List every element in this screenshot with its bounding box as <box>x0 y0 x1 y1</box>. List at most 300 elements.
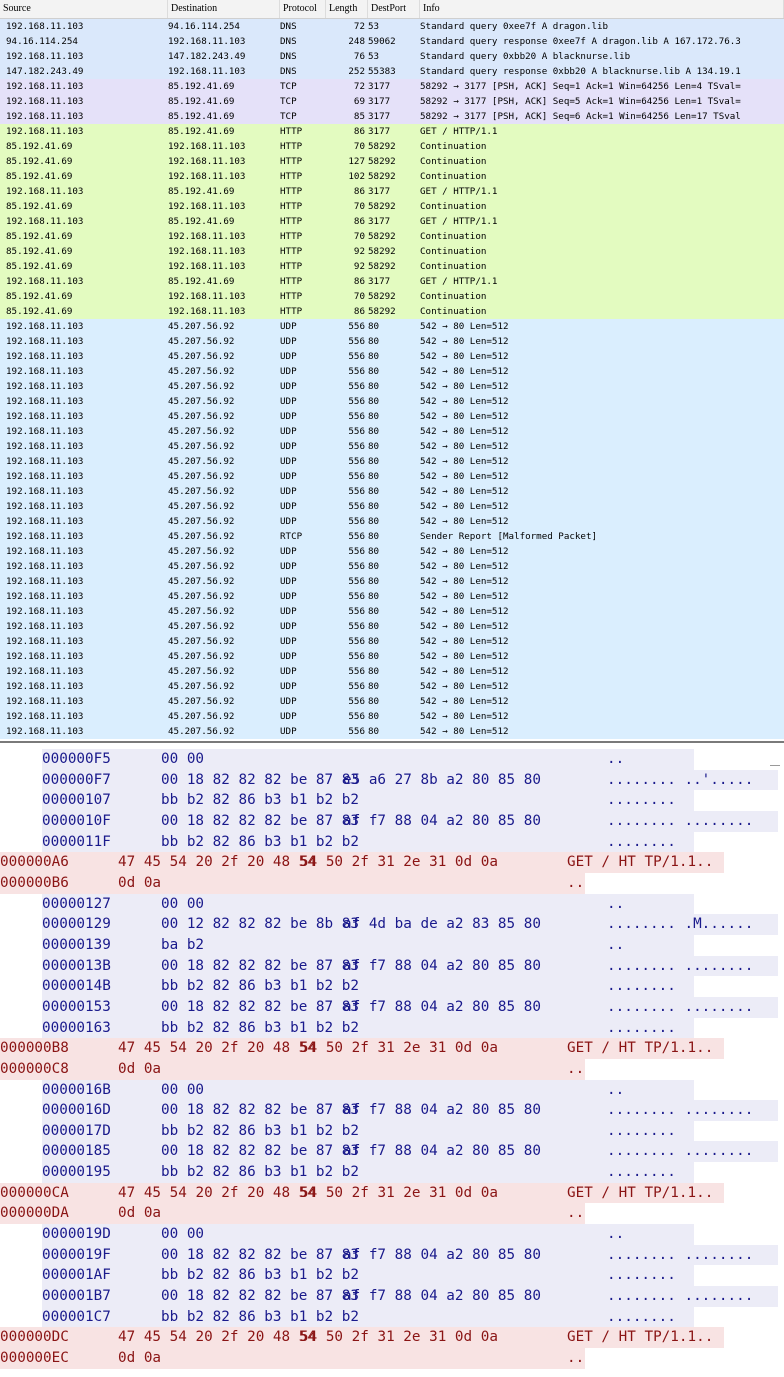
packet-source: 192.168.11.103 <box>6 531 84 542</box>
packet-destination: 45.207.56.92 <box>168 636 235 647</box>
packet-protocol: UDP <box>280 501 297 512</box>
packet-list-header <box>0 0 784 19</box>
packet-destination: 45.207.56.92 <box>168 531 235 542</box>
packet-source: 85.192.41.69 <box>6 201 73 212</box>
packet-row[interactable] <box>0 514 784 529</box>
packet-info: Continuation <box>420 246 487 257</box>
packet-row[interactable] <box>0 409 784 424</box>
packet-source: 192.168.11.103 <box>6 516 84 527</box>
hex-bytes: 47 45 54 20 2f 20 48 54 <box>118 1184 316 1201</box>
packet-row[interactable] <box>0 94 784 109</box>
packet-destination: 45.207.56.92 <box>168 456 235 467</box>
packet-protocol: UDP <box>280 486 297 497</box>
hex-ascii: ........ ........ <box>607 1143 754 1160</box>
packet-destport: 80 <box>368 516 380 527</box>
packet-source: 192.168.11.103 <box>6 606 84 617</box>
packet-row[interactable] <box>0 394 784 409</box>
packet-length: 102 <box>348 171 365 182</box>
packet-protocol: UDP <box>280 726 297 737</box>
hex-bytes: 00 18 82 82 82 be 87 83 <box>161 957 359 974</box>
packet-source: 192.168.11.103 <box>6 696 84 707</box>
follow-stream-hex-view <box>0 749 784 1369</box>
packet-protocol: UDP <box>280 681 297 692</box>
column-header-protocol[interactable]: Protocol <box>280 0 326 18</box>
hex-bytes: e5 a6 27 8b a2 80 85 80 <box>343 771 541 788</box>
hex-ascii: ........ <box>607 1122 676 1139</box>
packet-row[interactable] <box>0 589 784 604</box>
hex-row-highlight <box>42 1162 694 1183</box>
hex-offset: 000000DA <box>0 1205 69 1222</box>
packet-row[interactable] <box>0 49 784 64</box>
packet-protocol: HTTP <box>280 246 303 257</box>
packet-protocol: UDP <box>280 711 297 722</box>
packet-destport: 80 <box>368 636 380 647</box>
packet-info: 542 → 80 Len=512 <box>420 651 509 662</box>
hex-bytes: 00 00 <box>161 895 205 912</box>
packet-destination: 45.207.56.92 <box>168 651 235 662</box>
packet-info: Sender Report [Malformed Packet] <box>420 531 598 542</box>
packet-destport: 3177 <box>368 111 391 122</box>
packet-destination: 45.207.56.92 <box>168 696 235 707</box>
hex-bytes: 47 45 54 20 2f 20 48 54 <box>118 1040 316 1057</box>
packet-protocol: HTTP <box>280 171 303 182</box>
packet-info: GET / HTTP/1.1 <box>420 186 498 197</box>
hex-row-server <box>0 1018 784 1039</box>
packet-source: 85.192.41.69 <box>6 261 73 272</box>
hex-ascii: ........ ........ <box>607 998 754 1015</box>
hex-row-server <box>0 790 784 811</box>
hex-bytes: bb b2 82 86 b3 b1 b2 b2 <box>161 1308 359 1325</box>
hex-row-highlight <box>42 1121 694 1142</box>
packet-destination: 192.168.11.103 <box>168 201 246 212</box>
packet-destination: 45.207.56.92 <box>168 726 235 737</box>
hex-offset: 0000019F <box>42 1246 111 1263</box>
hex-bytes: bb b2 82 86 b3 b1 b2 b2 <box>161 1122 359 1139</box>
packet-destination: 45.207.56.92 <box>168 396 235 407</box>
packet-length: 556 <box>348 681 365 692</box>
packet-row[interactable] <box>0 19 784 34</box>
hex-row-highlight <box>42 832 694 853</box>
hex-row-highlight <box>0 1203 585 1224</box>
packet-destination: 45.207.56.92 <box>168 561 235 572</box>
packet-row[interactable] <box>0 79 784 94</box>
packet-source: 192.168.11.103 <box>6 651 84 662</box>
packet-row[interactable] <box>0 64 784 79</box>
packet-protocol: UDP <box>280 396 297 407</box>
packet-source: 192.168.11.103 <box>6 636 84 647</box>
packet-info: Standard query 0xee7f A dragon.lib <box>420 21 609 32</box>
packet-destport: 3177 <box>368 276 391 287</box>
packet-length: 252 <box>348 66 365 77</box>
hex-offset: 00000185 <box>42 1143 111 1160</box>
packet-info: GET / HTTP/1.1 <box>420 126 498 137</box>
packet-info: 542 → 80 Len=512 <box>420 606 509 617</box>
packet-destination: 45.207.56.92 <box>168 546 235 557</box>
packet-source: 192.168.11.103 <box>6 51 84 62</box>
packet-length: 556 <box>348 711 365 722</box>
packet-info: 542 → 80 Len=512 <box>420 546 509 557</box>
packet-destport: 80 <box>368 501 380 512</box>
packet-protocol: UDP <box>280 516 297 527</box>
hex-row-highlight <box>42 894 694 915</box>
packet-destport: 80 <box>368 456 380 467</box>
column-header-destination[interactable]: Destination <box>168 0 280 18</box>
packet-info: Continuation <box>420 291 487 302</box>
hex-bytes: 00 00 <box>161 1081 205 1098</box>
hex-bytes: bb b2 82 86 b3 b1 b2 b2 <box>161 833 359 850</box>
packet-source: 192.168.11.103 <box>6 336 84 347</box>
packet-info: 542 → 80 Len=512 <box>420 321 509 332</box>
hex-bytes: af f7 88 04 a2 80 85 80 <box>343 1246 541 1263</box>
hex-offset: 0000017D <box>42 1122 111 1139</box>
packet-source: 192.168.11.103 <box>6 726 84 737</box>
hex-offset: 00000129 <box>42 916 111 933</box>
hex-row-highlight <box>0 1059 585 1080</box>
hex-row-highlight <box>0 1348 585 1369</box>
packet-destination: 45.207.56.92 <box>168 591 235 602</box>
packet-info: 542 → 80 Len=512 <box>420 366 509 377</box>
packet-protocol: DNS <box>280 21 297 32</box>
packet-info: 542 → 80 Len=512 <box>420 711 509 722</box>
packet-row[interactable] <box>0 274 784 289</box>
packet-protocol: UDP <box>280 561 297 572</box>
packet-source: 192.168.11.103 <box>6 621 84 632</box>
packet-rows <box>0 19 784 739</box>
hex-offset: 000000DC <box>0 1329 69 1346</box>
packet-row[interactable] <box>0 319 784 334</box>
packet-destport: 80 <box>368 471 380 482</box>
hex-ascii: ........ <box>607 1019 676 1036</box>
packet-destination: 192.168.11.103 <box>168 306 246 317</box>
packet-protocol: UDP <box>280 351 297 362</box>
packet-info: 542 → 80 Len=512 <box>420 681 509 692</box>
packet-row[interactable] <box>0 484 784 499</box>
hex-ascii: ........ <box>607 792 676 809</box>
packet-destination: 192.168.11.103 <box>168 291 246 302</box>
hex-offset: 0000011F <box>42 833 111 850</box>
packet-destport: 58292 <box>368 246 396 257</box>
packet-row[interactable] <box>0 334 784 349</box>
hex-ascii: ........ <box>607 1308 676 1325</box>
hex-row-server <box>0 1286 784 1307</box>
packet-source: 192.168.11.103 <box>6 276 84 287</box>
packet-row[interactable] <box>0 379 784 394</box>
packet-destport: 80 <box>368 651 380 662</box>
packet-length: 556 <box>348 351 365 362</box>
packet-row[interactable] <box>0 199 784 214</box>
packet-protocol: HTTP <box>280 291 303 302</box>
packet-row[interactable] <box>0 679 784 694</box>
pane-divider[interactable] <box>0 741 784 743</box>
hex-row-highlight <box>42 935 694 956</box>
packet-info: 542 → 80 Len=512 <box>420 636 509 647</box>
hex-ascii: ........ <box>607 833 676 850</box>
hex-ascii: .. <box>607 895 625 912</box>
packet-row[interactable] <box>0 559 784 574</box>
hex-row-highlight <box>42 790 694 811</box>
packet-destport: 80 <box>368 576 380 587</box>
packet-destport: 53 <box>368 21 380 32</box>
packet-row[interactable] <box>0 214 784 229</box>
packet-destination: 192.168.11.103 <box>168 171 246 182</box>
packet-row[interactable] <box>0 259 784 274</box>
packet-protocol: UDP <box>280 441 297 452</box>
packet-protocol: HTTP <box>280 231 303 242</box>
packet-destport: 59062 <box>368 36 396 47</box>
packet-row[interactable] <box>0 154 784 169</box>
packet-length: 556 <box>348 591 365 602</box>
packet-row[interactable] <box>0 709 784 724</box>
hex-bytes: 54 50 2f 31 2e 31 0d 0a <box>300 1329 498 1346</box>
hex-row-client <box>0 1203 784 1224</box>
packet-length: 556 <box>348 441 365 452</box>
packet-row[interactable] <box>0 289 784 304</box>
packet-row[interactable] <box>0 469 784 484</box>
hex-row-server <box>0 1141 784 1162</box>
packet-length: 76 <box>353 51 365 62</box>
hex-bytes: bb b2 82 86 b3 b1 b2 b2 <box>161 1019 359 1036</box>
packet-source: 147.182.243.49 <box>6 66 84 77</box>
packet-row[interactable] <box>0 604 784 619</box>
packet-info: 542 → 80 Len=512 <box>420 576 509 587</box>
hex-offset: 0000016B <box>42 1081 111 1098</box>
hex-ascii: .. <box>607 1081 625 1098</box>
packet-destport: 3177 <box>368 81 391 92</box>
packet-length: 72 <box>353 21 365 32</box>
packet-source: 85.192.41.69 <box>6 291 73 302</box>
packet-protocol: HTTP <box>280 216 303 227</box>
packet-destination: 45.207.56.92 <box>168 516 235 527</box>
hex-ascii: ........ ........ <box>607 1102 754 1119</box>
hex-bytes: 0d 0a <box>118 1350 162 1367</box>
hex-bytes: 54 50 2f 31 2e 31 0d 0a <box>300 1040 498 1057</box>
hex-bytes: 47 45 54 20 2f 20 48 54 <box>118 1329 316 1346</box>
hex-offset: 0000010F <box>42 812 111 829</box>
packet-length: 86 <box>353 216 365 227</box>
packet-destination: 45.207.56.92 <box>168 486 235 497</box>
hex-bytes: 0d 0a <box>118 1060 162 1077</box>
packet-source: 192.168.11.103 <box>6 501 84 512</box>
hex-bytes: af f7 88 04 a2 80 85 80 <box>343 1143 541 1160</box>
hex-ascii: .. <box>607 936 625 953</box>
hex-row-server <box>0 832 784 853</box>
packet-row[interactable] <box>0 109 784 124</box>
packet-row[interactable] <box>0 139 784 154</box>
packet-row[interactable] <box>0 724 784 739</box>
packet-info: GET / HTTP/1.1 <box>420 276 498 287</box>
packet-source: 192.168.11.103 <box>6 216 84 227</box>
hex-row-highlight <box>0 873 585 894</box>
packet-destport: 80 <box>368 666 380 677</box>
hex-ascii: .. <box>567 1350 585 1367</box>
packet-length: 70 <box>353 201 365 212</box>
hex-offset: 00000107 <box>42 792 111 809</box>
packet-destport: 80 <box>368 561 380 572</box>
packet-row[interactable] <box>0 424 784 439</box>
hex-row-server <box>0 976 784 997</box>
hex-bytes: af f7 88 04 a2 80 85 80 <box>343 998 541 1015</box>
packet-row[interactable] <box>0 349 784 364</box>
hex-row-highlight <box>42 976 694 997</box>
packet-row[interactable] <box>0 439 784 454</box>
packet-row[interactable] <box>0 184 784 199</box>
hex-row-server <box>0 1307 784 1328</box>
hex-row-server <box>0 1245 784 1266</box>
packet-row[interactable] <box>0 244 784 259</box>
packet-length: 556 <box>348 636 365 647</box>
packet-row[interactable] <box>0 34 784 49</box>
packet-destport: 80 <box>368 711 380 722</box>
packet-destination: 45.207.56.92 <box>168 621 235 632</box>
packet-protocol: UDP <box>280 546 297 557</box>
packet-row[interactable] <box>0 229 784 244</box>
hex-offset: 0000016D <box>42 1102 111 1119</box>
packet-protocol: UDP <box>280 636 297 647</box>
packet-protocol: DNS <box>280 36 297 47</box>
packet-source: 192.168.11.103 <box>6 111 84 122</box>
packet-row[interactable] <box>0 529 784 544</box>
packet-length: 70 <box>353 291 365 302</box>
packet-info: Standard query response 0xee7f A dragon.lib A 167.172.76.3 <box>420 36 741 47</box>
packet-length: 556 <box>348 411 365 422</box>
packet-source: 192.168.11.103 <box>6 396 84 407</box>
packet-row[interactable] <box>0 634 784 649</box>
hex-bytes: 54 50 2f 31 2e 31 0d 0a <box>300 854 498 871</box>
packet-destport: 80 <box>368 606 380 617</box>
packet-info: 542 → 80 Len=512 <box>420 696 509 707</box>
packet-destination: 85.192.41.69 <box>168 126 235 137</box>
hex-ascii: ........ <box>607 1267 676 1284</box>
hex-ascii: ........ <box>607 978 676 995</box>
hex-bytes: 00 12 82 82 82 be 8b 83 <box>161 916 359 933</box>
packet-destination: 192.168.11.103 <box>168 141 246 152</box>
packet-row[interactable] <box>0 694 784 709</box>
hex-row-server <box>0 894 784 915</box>
packet-destination: 85.192.41.69 <box>168 81 235 92</box>
packet-protocol: UDP <box>280 591 297 602</box>
packet-length: 72 <box>353 81 365 92</box>
column-header-info[interactable]: Info <box>420 0 784 18</box>
column-header-source[interactable]: Source <box>0 0 168 18</box>
hex-bytes: 00 18 82 82 82 be 87 83 <box>161 1246 359 1263</box>
hex-offset: 000000B6 <box>0 874 69 891</box>
hex-row-client <box>0 873 784 894</box>
column-header-destport[interactable]: DestPort <box>368 0 420 18</box>
packet-destport: 80 <box>368 681 380 692</box>
packet-destport: 80 <box>368 621 380 632</box>
hex-row-server <box>0 914 784 935</box>
packet-destport: 58292 <box>368 141 396 152</box>
packet-row[interactable] <box>0 304 784 319</box>
packet-length: 92 <box>353 246 365 257</box>
packet-info: 542 → 80 Len=512 <box>420 411 509 422</box>
packet-destport: 3177 <box>368 216 391 227</box>
packet-info: Continuation <box>420 171 487 182</box>
packet-source: 192.168.11.103 <box>6 426 84 437</box>
packet-source: 85.192.41.69 <box>6 246 73 257</box>
packet-length: 86 <box>353 306 365 317</box>
packet-destport: 80 <box>368 336 380 347</box>
packet-info: 542 → 80 Len=512 <box>420 501 509 512</box>
hex-offset: 0000014B <box>42 978 111 995</box>
hex-ascii: ........ ..'..... <box>607 771 754 788</box>
hex-row-client <box>0 1348 784 1369</box>
packet-destport: 80 <box>368 381 380 392</box>
packet-info: 542 → 80 Len=512 <box>420 441 509 452</box>
packet-info: 542 → 80 Len=512 <box>420 471 509 482</box>
packet-length: 70 <box>353 141 365 152</box>
packet-protocol: HTTP <box>280 126 303 137</box>
packet-destport: 80 <box>368 366 380 377</box>
packet-protocol: TCP <box>280 81 297 92</box>
hex-bytes: 00 18 82 82 82 be 87 83 <box>161 1102 359 1119</box>
packet-info: 542 → 80 Len=512 <box>420 726 509 737</box>
packet-length: 556 <box>348 531 365 542</box>
packet-row[interactable] <box>0 499 784 514</box>
hex-offset: 000000F7 <box>42 771 111 788</box>
packet-destination: 45.207.56.92 <box>168 336 235 347</box>
hex-row-highlight <box>42 1265 694 1286</box>
hex-row-client <box>0 852 784 873</box>
packet-length: 556 <box>348 456 365 467</box>
hex-row-server <box>0 811 784 832</box>
packet-length: 556 <box>348 396 365 407</box>
packet-row[interactable] <box>0 454 784 469</box>
hex-bytes: af f7 88 04 a2 80 85 80 <box>343 812 541 829</box>
packet-source: 192.168.11.103 <box>6 96 84 107</box>
packet-row[interactable] <box>0 649 784 664</box>
packet-protocol: UDP <box>280 606 297 617</box>
packet-row[interactable] <box>0 619 784 634</box>
packet-row[interactable] <box>0 664 784 679</box>
packet-row[interactable] <box>0 364 784 379</box>
packet-destination: 85.192.41.69 <box>168 96 235 107</box>
hex-bytes: 00 18 82 82 82 be 87 83 <box>161 1288 359 1305</box>
hex-offset: 000000CA <box>0 1184 69 1201</box>
hex-bytes: 00 18 82 82 82 be 87 83 <box>161 771 359 788</box>
hex-ascii: .. <box>567 874 585 891</box>
packet-source: 192.168.11.103 <box>6 591 84 602</box>
hex-offset: 00000127 <box>42 895 111 912</box>
packet-row[interactable] <box>0 169 784 184</box>
packet-destport: 80 <box>368 546 380 557</box>
packet-destination: 45.207.56.92 <box>168 351 235 362</box>
hex-row-server <box>0 1265 784 1286</box>
packet-row[interactable] <box>0 124 784 139</box>
packet-destination: 45.207.56.92 <box>168 681 235 692</box>
packet-destport: 80 <box>368 321 380 332</box>
packet-destport: 58292 <box>368 156 396 167</box>
hex-ascii: ........ .M...... <box>607 916 754 933</box>
packet-destination: 85.192.41.69 <box>168 276 235 287</box>
packet-row[interactable] <box>0 544 784 559</box>
packet-protocol: TCP <box>280 111 297 122</box>
packet-info: 542 → 80 Len=512 <box>420 396 509 407</box>
packet-source: 192.168.11.103 <box>6 441 84 452</box>
packet-destination: 45.207.56.92 <box>168 666 235 677</box>
hex-bytes: ba b2 <box>161 936 205 953</box>
packet-destination: 45.207.56.92 <box>168 411 235 422</box>
packet-row[interactable] <box>0 574 784 589</box>
packet-protocol: HTTP <box>280 276 303 287</box>
packet-source: 192.168.11.103 <box>6 381 84 392</box>
hex-row-client <box>0 1183 784 1204</box>
hex-offset: 000000C8 <box>0 1060 69 1077</box>
packet-length: 556 <box>348 666 365 677</box>
packet-length: 85 <box>353 111 365 122</box>
hex-bytes: af f7 88 04 a2 80 85 80 <box>343 1288 541 1305</box>
column-header-length[interactable]: Length <box>326 0 368 18</box>
